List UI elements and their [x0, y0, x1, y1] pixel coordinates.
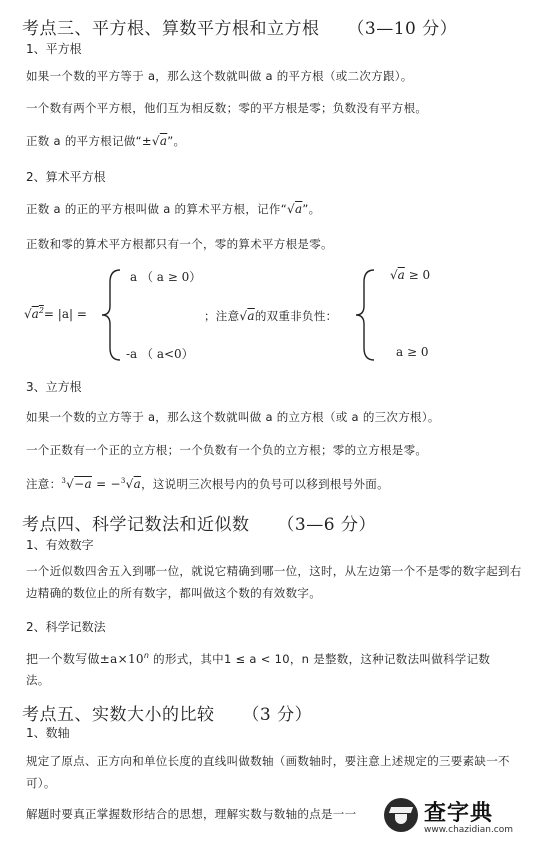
section5-points: （3 分） — [242, 705, 313, 725]
section5-p1: 规定了原点、正方向和单位长度的直线叫做数轴（画数轴时，要注意上述规定的三要素缺一不可）。 — [26, 754, 510, 790]
section3-title-text: 考点三、平方根、算数平方根和立方根 — [22, 19, 320, 39]
watermark-name: 查字典 — [424, 801, 494, 826]
section4-p1: 一个近似数四舍五入到哪一位，就说它精确到哪一位，这时，从左边第一个不是零的数字起到右边精确的数位止的所有数字，都叫做这个数的有效数字。 — [26, 564, 522, 600]
formula-cond1: √a ≥ 0 — [390, 268, 431, 282]
section4-p2-pre: 把一个数写做±a×10 — [26, 652, 144, 666]
sqrt-a-squared: $a^2$ — [31, 306, 44, 321]
formula-cond1-text: ≥ 0 — [408, 268, 431, 282]
section3-title — [22, 14, 457, 39]
section3-p8-post: ，这说明三次根号内的负号可以移到根号外面。 — [141, 477, 389, 491]
left-brace-2 — [354, 268, 376, 362]
section3-sub1: 1、平方根 — [26, 42, 82, 56]
sqrt-a-3: √a — [239, 309, 255, 323]
cuberoot-eq-sign: = − — [96, 477, 121, 491]
section3-p8 — [26, 476, 389, 492]
section4-p2-sup: n — [143, 651, 150, 661]
section4-p2-mid: 的形式，其中1 ≤ a < 10，n 是整数，这种记数法叫做科学记数 — [149, 652, 491, 666]
sqrt-a-1-radicand: a — [159, 134, 168, 148]
sqrt-a-1: √a — [151, 134, 168, 148]
section3-sub3: 3、立方根 — [26, 380, 82, 394]
formula-cond2: a ≥ 0 — [396, 345, 429, 359]
section3-sub2: 2、算术平方根 — [26, 170, 106, 184]
formula-note-pre: ；注意 — [204, 309, 240, 323]
section5-title-text: 考点五、实数大小的比较 — [22, 705, 215, 725]
section3-points: （3—10 分） — [347, 19, 458, 39]
formula-note-post: 的双重非负性： — [254, 309, 338, 323]
section3-p2: 一个数有两个平方根，他们互为相反数；零的平方根是零；负数没有平方根。 — [26, 101, 428, 115]
left-brace-1 — [100, 268, 122, 362]
section4-p2 — [26, 650, 490, 667]
section5-title — [22, 700, 312, 725]
graduation-cap-icon — [384, 798, 418, 832]
section3-p3-post: ”。 — [167, 134, 186, 148]
section4-sub1: 1、有效数字 — [26, 538, 94, 552]
formula-lhs: $√a^2= |a|$ = — [24, 306, 87, 321]
formula-case1: a （ a ≥ 0） — [130, 270, 202, 284]
formula-case2: -a （ a<0） — [126, 347, 194, 361]
section5-sub1: 1、数轴 — [26, 726, 70, 740]
cuberoot-eq: $^3$√−a = −$^3$√a — [61, 477, 142, 491]
section3-p7: 一个正数有一个正的立方根；一个负数有一个负的立方根；零的立方根是零。 — [26, 443, 428, 457]
section4-points: （3—6 分） — [277, 515, 376, 535]
section3-p4-pre: 正数 a 的正的平方根叫做 a 的算术平方根，记作“ — [26, 202, 287, 216]
sqrt-a-2: √a — [286, 202, 303, 216]
section3-p4 — [26, 201, 320, 217]
sqrt-a-3-radicand: a — [247, 309, 255, 323]
section3-p8-pre: 注意： — [26, 477, 62, 491]
watermark — [384, 790, 534, 840]
formula-lhs-eq: = |a| = — [43, 307, 87, 321]
formula-note — [204, 308, 337, 324]
watermark-url: www.chazidian.com — [424, 825, 514, 835]
section3-p4-post: ”。 — [302, 202, 321, 216]
section5-p2: 解题时要真正掌握数形结合的思想，理解实数与数轴的点是一一 — [26, 807, 357, 821]
section3-p3 — [26, 133, 185, 149]
section3-p5: 正数和零的算术平方根都只有一个，零的算术平方根是零。 — [26, 237, 333, 251]
sqrt-a-4: a — [397, 268, 405, 282]
section4-title-text: 考点四、科学记数法和近似数 — [22, 515, 250, 535]
sqrt-a-2-radicand: a — [294, 202, 303, 216]
section4-sub2: 2、科学记数法 — [26, 620, 106, 634]
section3-p3-pre: 正数 a 的平方根记做“± — [26, 134, 152, 148]
section3-p1: 如果一个数的平方等于 a，那么这个数就叫做 a 的平方根（或二次方跟）。 — [26, 69, 413, 83]
section3-p6: 如果一个数的立方等于 a，那么这个数就叫做 a 的立方根（或 a 的三次方根）。 — [26, 410, 440, 424]
section4-title — [22, 510, 376, 535]
section4-p2-end: 法。 — [26, 673, 50, 687]
